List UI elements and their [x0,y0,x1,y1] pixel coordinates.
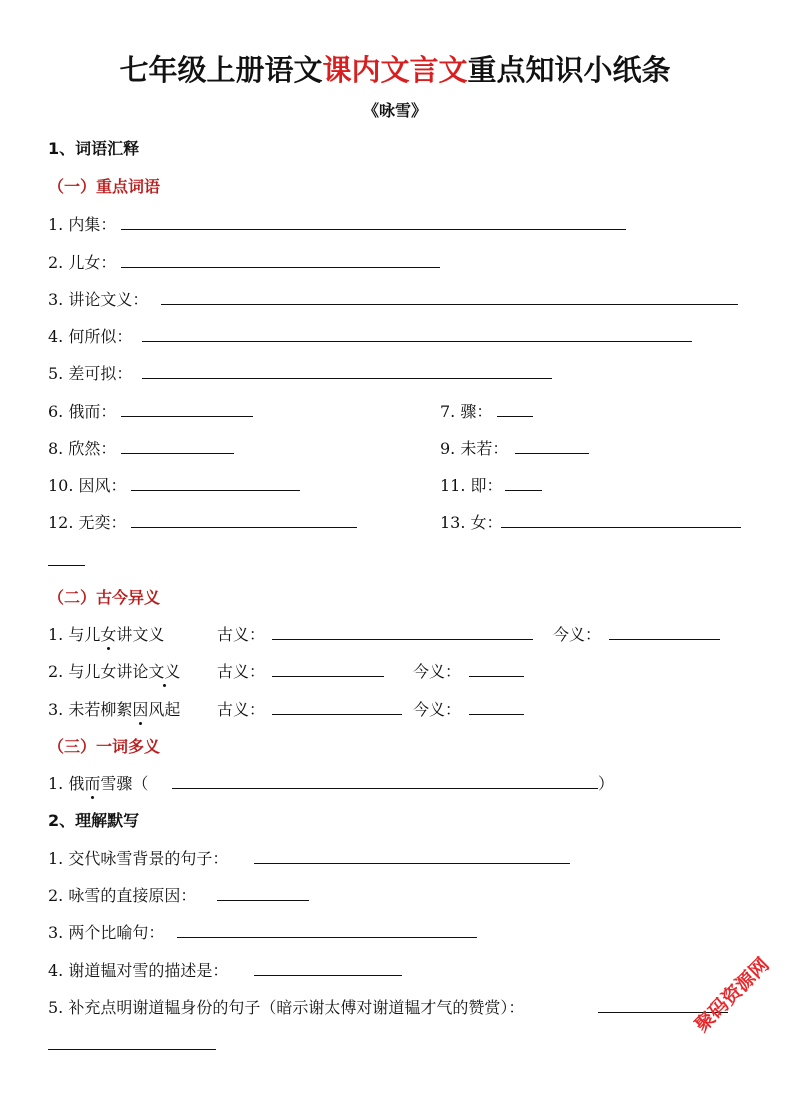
dictation-item-3: 3. 两个比喻句： [48,923,165,942]
answer-blank[interactable] [272,714,402,715]
subsection-heading-polysemy: （三）一词多义 [48,737,161,756]
vocab-item-7: 7. 骤： [440,402,493,421]
vocab-item-4: 4. 何所似： [48,327,133,346]
emphasis-dot-char: 因 [132,697,148,720]
dictation-item-2: 2. 咏雪的直接原因： [48,886,197,905]
vocab-item-12: 12. 无奕： [48,513,127,532]
answer-blank[interactable] [217,900,309,901]
emphasis-dot-char: 女 [100,622,116,645]
vocab-item-10: 10. 因风： [48,476,127,495]
dictation-item-4: 4. 谢道韫对雪的描述是： [48,961,229,980]
vocab-item-11: 11. 即： [440,476,503,495]
ancient-meaning-label: 古义： [217,625,266,644]
answer-blank[interactable] [501,527,741,528]
vocab-item-8: 8. 欣然： [48,439,117,458]
dictation-item-5: 5. 补充点明谢道韫身份的句子（暗示谢太傅对谢道韫才气的赞赏）： [48,998,525,1017]
answer-blank[interactable] [121,267,440,268]
answer-blank[interactable] [505,490,542,491]
watermark-logo: 聚码资源网 [690,953,774,1037]
answer-blank[interactable] [254,975,402,976]
subsection-heading-key-words: （一）重点词语 [48,177,161,196]
answer-blank[interactable] [131,527,357,528]
ancient-modern-item-3: 3. 未若柳絮因风起 [48,697,180,720]
answer-blank[interactable] [121,453,234,454]
modern-meaning-label: 今义： [413,662,462,681]
answer-blank[interactable] [131,490,300,491]
answer-blank[interactable] [497,416,533,417]
emphasis-dot-char: 文义 [148,659,180,682]
answer-blank[interactable] [609,639,720,640]
page-subtitle: 《咏雪》 [362,101,427,120]
vocab-item-3: 3. 讲论文义： [48,290,149,309]
vocab-item-6: 6. 俄而： [48,402,117,421]
answer-blank[interactable] [142,378,552,379]
closing-paren: ） [598,774,615,793]
answer-blank[interactable] [142,341,692,342]
ancient-modern-item-2: 2. 与儿女讲论文义 [48,659,180,682]
subsection-heading-ancient-modern: （二）古今异义 [48,588,161,607]
title-highlight: 课内文言文 [322,53,468,87]
vocab-item-13: 13. 女： [440,513,503,532]
answer-blank[interactable] [272,676,384,677]
answer-blank[interactable] [121,416,253,417]
answer-blank[interactable] [469,676,524,677]
section-heading-vocab: 1、词语汇释 [48,139,140,158]
answer-blank-continued[interactable] [48,1049,216,1050]
vocab-item-9: 9. 未若： [440,439,509,458]
modern-meaning-label: 今义： [413,700,462,719]
answer-blank-continued[interactable] [48,565,85,566]
ancient-meaning-label: 古义： [217,662,266,681]
vocab-item-2: 2. 儿女： [48,253,117,272]
vocab-item-5: 5. 差可拟： [48,364,133,383]
page-title: 七年级上册语文课内文言文重点知识小纸条 [119,53,671,87]
ancient-meaning-label: 古义： [217,700,266,719]
answer-blank[interactable] [469,714,524,715]
modern-meaning-label: 今义： [553,625,602,644]
answer-blank[interactable] [272,639,533,640]
emphasis-dot-char: 而 [84,771,100,794]
answer-blank[interactable] [161,304,738,305]
vocab-item-1: 1. 内集： [48,215,117,234]
answer-blank[interactable] [172,788,598,789]
answer-blank[interactable] [121,229,626,230]
ancient-modern-item-1: 1. 与儿女讲文义 [48,622,164,645]
answer-blank[interactable] [515,453,589,454]
answer-blank[interactable] [254,863,570,864]
dictation-item-1: 1. 交代咏雪背景的句子： [48,849,229,868]
polysemy-item-1: 1. 俄而雪骤（ [48,771,148,794]
answer-blank[interactable] [177,937,477,938]
section-heading-dictation: 2、理解默写 [48,811,140,830]
